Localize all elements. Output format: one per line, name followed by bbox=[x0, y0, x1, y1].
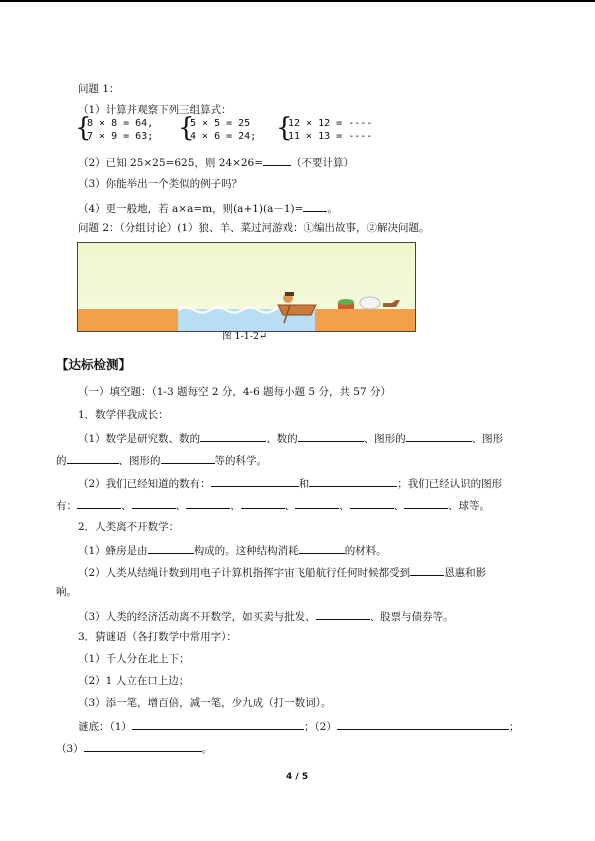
text: 、 bbox=[393, 500, 404, 512]
left-bank bbox=[78, 309, 178, 331]
problem1-q3: （3）你能举出一个类似的例子吗？ bbox=[78, 178, 243, 190]
formula-group-3-line-2: 11 × 13 = ---- bbox=[288, 131, 373, 142]
q2-2-cont: 响。 bbox=[56, 586, 77, 598]
problem1-q4 bbox=[78, 200, 338, 216]
q2-text: （2）已知 25×25=625，则 24×26= bbox=[78, 157, 264, 169]
answer-blank[interactable] bbox=[77, 497, 121, 509]
text: 、 bbox=[121, 500, 132, 512]
text: 、球等。 bbox=[448, 500, 490, 512]
text: 。 bbox=[201, 743, 213, 755]
q4-end: 。 bbox=[327, 203, 338, 215]
riddle-2: （2）1 人立在口上边； bbox=[78, 675, 190, 687]
text: 谜底：（1） bbox=[78, 721, 132, 733]
riddle-answers-line-2 bbox=[56, 740, 212, 756]
answer-blank[interactable] bbox=[241, 497, 285, 509]
answer-blank[interactable] bbox=[309, 475, 397, 487]
part1-instructions: （一）填空题：（1-3 题每空 2 分，4-6 题每小题 5 分，共 57 分） bbox=[78, 386, 391, 398]
formula-group-3-line-1: 12 × 12 = ---- bbox=[288, 118, 373, 129]
text: ；（2） bbox=[303, 721, 337, 733]
text: 、 bbox=[175, 500, 186, 512]
brace-icon: { bbox=[178, 113, 195, 143]
text: （3） bbox=[56, 743, 84, 755]
text: 、数的 bbox=[266, 433, 298, 445]
brace-icon: { bbox=[75, 113, 92, 143]
text: 、图形 bbox=[471, 433, 504, 445]
q1-1-line-2 bbox=[56, 452, 267, 468]
text: 、图形的 bbox=[118, 455, 161, 467]
text: 和 bbox=[298, 478, 310, 490]
formula-group-2-line-1: 5 × 5 = 25 bbox=[190, 118, 251, 129]
q1-2-line-2 bbox=[56, 497, 490, 513]
q1-title: 1．数学伴我成长： bbox=[78, 409, 169, 421]
q4-text: （4）更一般地，若 a×a=m，则(a+1)(a－1)= bbox=[78, 203, 304, 215]
text: （1）蜂房是由 bbox=[78, 545, 148, 557]
answer-blank[interactable] bbox=[303, 200, 327, 212]
text: 有： bbox=[56, 500, 77, 512]
formula-group-2-line-2: 4 × 6 = 24; bbox=[190, 131, 257, 142]
formula-group-1-line-2: 7 × 9 = 63; bbox=[87, 131, 154, 142]
q2-3 bbox=[78, 608, 454, 624]
wolf-icon bbox=[383, 300, 400, 307]
answer-blank[interactable] bbox=[350, 497, 394, 509]
riddle-1: （1）千人分在北上下； bbox=[78, 653, 190, 665]
q2-1 bbox=[78, 542, 387, 558]
answer-blank[interactable] bbox=[298, 430, 364, 442]
page-top-rule bbox=[0, 0, 595, 2]
text: 的 bbox=[56, 455, 67, 467]
text: 、 bbox=[230, 500, 241, 512]
formula-group-1-line-1: 8 × 8 = 64, bbox=[87, 118, 154, 129]
text: （2）我们已经知道的数有： bbox=[78, 478, 211, 490]
text: （1）数学是研究数、数的 bbox=[78, 433, 201, 445]
text: 等的科学。 bbox=[214, 455, 267, 467]
answer-blank[interactable] bbox=[148, 542, 194, 554]
answer-blank[interactable] bbox=[295, 497, 339, 509]
text: 构成的。这种结构消耗 bbox=[193, 545, 299, 557]
text: 恩惠和影 bbox=[444, 567, 487, 579]
q2-title: 2．人类离不开数学： bbox=[78, 521, 180, 533]
sheep-icon bbox=[360, 297, 380, 309]
section-heading: 【达标检测】 bbox=[56, 357, 132, 372]
answer-blank[interactable] bbox=[263, 154, 291, 166]
answer-blank[interactable] bbox=[404, 497, 448, 509]
text: ； bbox=[508, 721, 520, 733]
answer-blank[interactable] bbox=[186, 497, 230, 509]
problem1-title: 问题 1： bbox=[78, 83, 120, 95]
answer-blank[interactable] bbox=[132, 718, 304, 730]
answer-blank[interactable] bbox=[316, 608, 370, 620]
answer-blank[interactable] bbox=[84, 740, 202, 752]
q3-title: 3．猜谜语（各打数学中常用字）： bbox=[78, 631, 237, 643]
text: （3）人类的经济活动离不开数学，如买卖与批发、 bbox=[78, 611, 316, 623]
boat-icon bbox=[278, 305, 316, 315]
q2-note: （不要计算） bbox=[291, 157, 355, 169]
page-number: 4 / 5 bbox=[286, 772, 309, 782]
text: （2）人类从结绳计数到用电子计算机指挥宇宙飞船航行任何时候都受到 bbox=[78, 567, 411, 579]
text: 、股票与债券等。 bbox=[369, 611, 454, 623]
river-scene-svg bbox=[78, 243, 415, 331]
text: 、 bbox=[284, 500, 295, 512]
problem1-q2 bbox=[78, 154, 354, 170]
river-crossing-illustration bbox=[77, 242, 416, 332]
text: 、图形的 bbox=[363, 433, 406, 445]
text: ；我们已经认识的图形 bbox=[397, 478, 503, 490]
text: 的材料。 bbox=[344, 545, 387, 557]
answer-blank[interactable] bbox=[67, 452, 119, 464]
right-bank bbox=[315, 309, 415, 331]
cabbage-icon bbox=[338, 299, 354, 305]
riddle-3: （3）添一笔，增百倍，减一笔，少九成（打一数词）。 bbox=[78, 697, 332, 709]
problem2-text: 问题 2：（分组讨论）(1）狼、羊、菜过河游戏：①编出故事，②解决问题。 bbox=[78, 222, 430, 234]
answer-blank[interactable] bbox=[132, 497, 176, 509]
problem1-q1: （1）计算并观察下列三组算式： bbox=[78, 104, 232, 116]
q1-2-line-1 bbox=[78, 475, 502, 491]
riddle-answers-line-1 bbox=[78, 718, 519, 734]
q1-1-line-1 bbox=[78, 430, 503, 446]
answer-blank[interactable] bbox=[410, 564, 444, 576]
answer-blank[interactable] bbox=[161, 452, 215, 464]
answer-blank[interactable] bbox=[200, 430, 266, 442]
answer-blank[interactable] bbox=[406, 430, 472, 442]
answer-blank[interactable] bbox=[299, 542, 345, 554]
farmer-hat-icon bbox=[285, 292, 294, 296]
answer-blank[interactable] bbox=[211, 475, 299, 487]
text: 、 bbox=[339, 500, 350, 512]
q2-2 bbox=[78, 564, 486, 580]
figure-caption: 图 1-1-2↵ bbox=[222, 331, 268, 342]
brace-icon: { bbox=[276, 113, 293, 143]
answer-blank[interactable] bbox=[337, 718, 509, 730]
